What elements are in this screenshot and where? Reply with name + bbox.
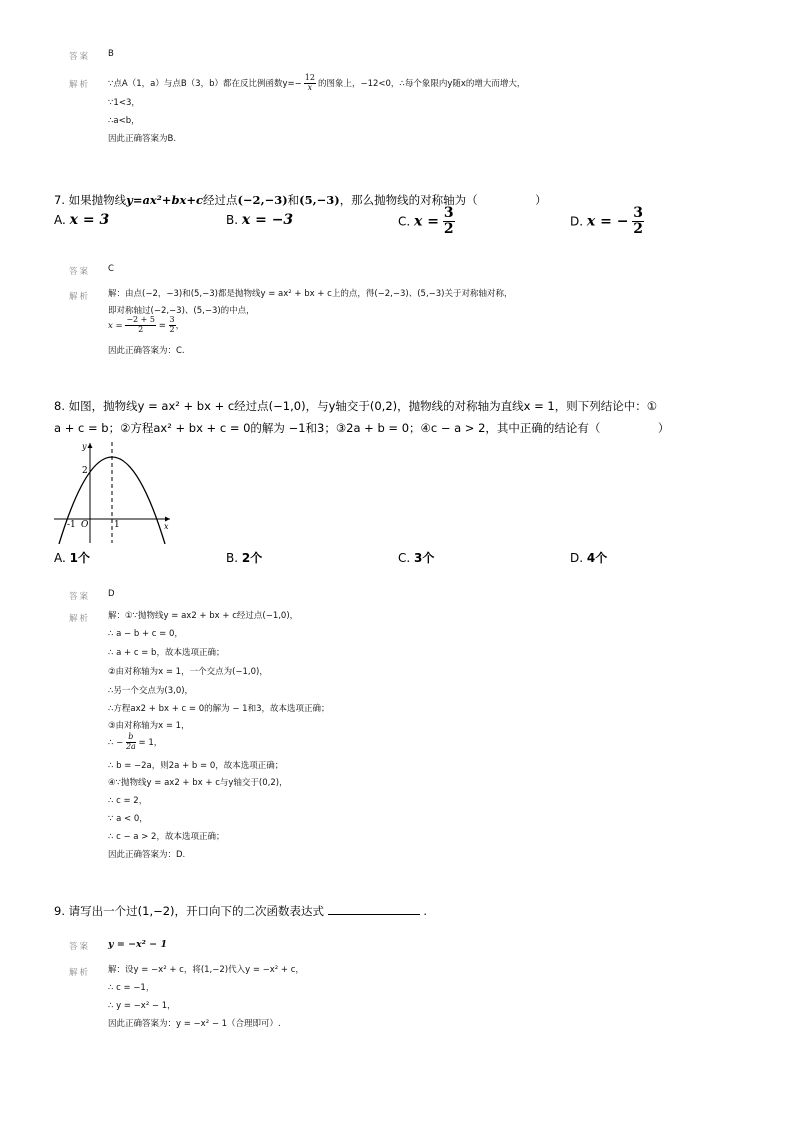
x-axis-arrow <box>165 517 170 522</box>
analysis-line: 因此正确答案为：D. <box>108 850 186 860</box>
analysis-formula: ∴ − $\frac{b}{2a}$ = 1， <box>108 732 163 751</box>
analysis-tag: 解析 <box>69 292 91 302</box>
option-c[interactable]: C. x = $\frac{3}{2}$ <box>398 205 454 238</box>
analysis-line: ∴ a + c = b，故本选项正确； <box>108 648 225 658</box>
option-b[interactable]: B. x = −3 <box>226 212 294 228</box>
tick-label-1: 1 <box>114 520 120 530</box>
origin-label: O <box>81 520 89 530</box>
x-axis-label: x <box>164 522 169 531</box>
question-8-line2: a + c = b；②方程ax² + bx + c = 0的解为 −1和3；③2a + b = 0；④c − a > 2，其中正确的结论有（ ） <box>54 421 670 435</box>
answer-value: B <box>108 49 114 59</box>
analysis-line: ∴ a − b + c = 0， <box>108 629 183 639</box>
answer-tag: 答案 <box>69 52 91 62</box>
analysis-line: 因此正确答案为：y = −x² − 1（合理即可）. <box>108 1019 281 1029</box>
analysis-line: ③由对称轴为x = 1， <box>108 721 190 731</box>
analysis-line: ∴方程ax2 + bx + c = 0的解为 − 1和3，故本选项正确； <box>108 704 330 714</box>
answer-tag: 答案 <box>69 942 91 952</box>
analysis-line: ∵ a < 0， <box>108 814 148 824</box>
analysis-line: ∴ c − a > 2，故本选项正确； <box>108 832 225 842</box>
analysis-line: ∴ c = −1， <box>108 983 155 993</box>
answer-blank[interactable] <box>328 904 420 915</box>
question-9-stem: 9. 请写出一个过(1,−2)，开口向下的二次函数表达式 . <box>54 904 428 918</box>
y-axis-label: y <box>82 442 87 451</box>
answer-value: D <box>108 589 115 599</box>
analysis-line: ②由对称轴为x = 1，一个交点为(−1,0)， <box>108 667 268 677</box>
analysis-tag: 解析 <box>69 80 91 90</box>
analysis-line: ∴ c = 2， <box>108 796 148 806</box>
analysis-line: ∴另一个交点为(3,0)， <box>108 686 194 696</box>
analysis-tag: 解析 <box>69 614 91 624</box>
answer-tag: 答案 <box>69 592 91 602</box>
analysis-formula: x = $\frac{-2 + 5}{2}$ = $\frac{3}{2}$ ， <box>108 315 185 334</box>
answer-tag: 答案 <box>69 267 91 277</box>
analysis-line: ④∵抛物线y = ax2 + bx + c与y轴交于(0,2)， <box>108 778 288 788</box>
analysis-line: ∴ b = −2a，则2a + b = 0，故本选项正确； <box>108 761 284 771</box>
tick-label-neg1: -1 <box>67 520 76 530</box>
analysis-line: ∴ y = −x² − 1， <box>108 1001 176 1011</box>
answer-value: y = −x² − 1 <box>108 939 168 950</box>
option-c[interactable]: C. 3个 <box>398 551 435 565</box>
analysis-line: ∴a<b， <box>108 116 140 126</box>
answer-value: C <box>108 264 114 274</box>
analysis-line: 因此正确答案为：C. <box>108 346 185 356</box>
option-b[interactable]: B. 2个 <box>226 551 263 565</box>
option-a[interactable]: A. 1个 <box>54 551 90 565</box>
analysis-line: ∵点A（1，a）与点B（3，b）都在反比例函数y=− $\frac{12}{x}$ 的图象上，−12<0，∴每个象限内y随x的增大而增大， <box>108 73 526 92</box>
analysis-line: 解：①∵抛物线y = ax2 + bx + c经过点(−1,0)， <box>108 611 299 621</box>
option-a[interactable]: A. x = 3 <box>54 212 110 228</box>
parabola-graph <box>54 440 174 544</box>
option-d[interactable]: D. 4个 <box>570 551 608 565</box>
analysis-line: ∵1<3， <box>108 98 140 108</box>
analysis-line: 解：由点(−2，−3)和(5,−3)都是抛物线y = ax² + bx + c上的点，得(−2,−3)、(5,−3)关于对称轴对称， <box>108 289 513 299</box>
option-d[interactable]: D. x = − $\frac{3}{2}$ <box>570 205 644 238</box>
analysis-line: 因此正确答案为B. <box>108 134 177 144</box>
question-8-line1: 8. 如图，抛物线y = ax² + bx + c经过点(−1,0)，与y轴交于(0,2)，抛物线的对称轴为直线x = 1，则下列结论中：① <box>54 399 658 413</box>
analysis-line: 即对称轴过(−2,−3)、(5,−3)的中点， <box>108 306 255 316</box>
analysis-line: 解：设y = −x² + c，将(1,−2)代入y = −x² + c， <box>108 965 304 975</box>
analysis-tag: 解析 <box>69 968 91 978</box>
y-axis-arrow <box>88 443 93 448</box>
tick-label-2: 2 <box>82 466 88 476</box>
question-7-stem: 7. 如果抛物线y=ax²+bx+c经过点(−2,−3)和(5,−3)，那么抛物线的对称轴为（ ） <box>54 193 547 207</box>
